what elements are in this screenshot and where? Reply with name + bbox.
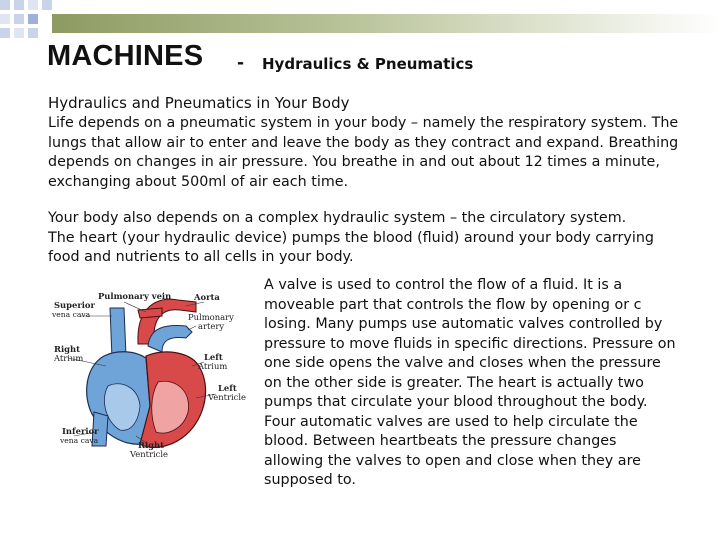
text-line: food and nutrients to all cells in your body.: [48, 249, 354, 265]
text-line: moveable part that controls the flow by opening or c: [264, 296, 642, 313]
label-right-atrium: Right: [54, 344, 80, 354]
text-line: on the other side is greater. The heart is actually two: [264, 374, 644, 391]
decorative-squares: [0, 0, 52, 38]
label-left-ventricle: Left: [218, 383, 237, 393]
label-left-ventricle-sub: Ventricle: [208, 392, 247, 402]
superior-vena-cava: [110, 308, 126, 358]
text-line: Your body also depends on a complex hydraulic system – the circulatory system.: [48, 210, 627, 226]
text-line: allowing the valves to open and close when they are: [264, 452, 641, 469]
label-right-ventricle: Right: [138, 440, 164, 450]
title-separator: -: [237, 53, 245, 73]
paragraph-valves: [264, 276, 684, 491]
text-line: one side opens the valve and closes when the pressure: [264, 355, 661, 371]
paragraph-hydraulic: [48, 209, 688, 268]
label-aorta: Aorta: [194, 292, 220, 302]
label-pulmonary-artery: Pulmonary: [188, 312, 234, 322]
heart-diagram: [46, 286, 256, 466]
text-line: supposed to.: [264, 472, 356, 488]
text-line: losing. Many pumps use automatic valves controlled by: [264, 316, 663, 332]
section-heading: Hydraulics and Pneumatics in Your Body: [48, 94, 350, 112]
label-left-atrium: Left: [204, 352, 223, 362]
paragraph-pneumatic: [48, 114, 688, 192]
text-line: pressure to move fluids in specific directions. Pressure on: [264, 335, 676, 352]
text-line: lungs that allow air to enter and leave the body as they contract and expand. Breathing: [48, 134, 679, 151]
label-pulmonary-artery-sub: artery: [198, 321, 225, 331]
text-line: exchanging about 500ml of air each time.: [48, 173, 349, 190]
label-left-atrium-sub: Atrium: [198, 361, 228, 371]
text-line: depends on changes in air pressure. You breathe in and out about 12 times a minute,: [48, 154, 660, 170]
pulmonary-vein-shape: [138, 308, 162, 318]
label-inferior-sub: vena cava: [60, 436, 99, 445]
page-title: MACHINES: [47, 40, 204, 72]
label-inferior: Inferior: [62, 426, 99, 436]
label-superior-sub: vena cava: [52, 310, 91, 319]
label-right-ventricle-sub: Ventricle: [130, 449, 169, 459]
label-superior: Superior: [54, 300, 95, 310]
label-right-atrium-sub: Atrium: [54, 353, 84, 363]
label-pulmonary-vein: Pulmonary vein: [98, 291, 172, 301]
page-subtitle: Hydraulics & Pneumatics: [262, 55, 474, 73]
text-line: pumps that circulate your blood throughout the body.: [264, 394, 648, 410]
text-line: Life depends on a pneumatic system in your body – namely the respiratory system. The: [48, 115, 679, 131]
text-line: The heart (your hydraulic device) pumps the blood (fluid) around your body carrying: [48, 229, 654, 246]
text-line: A valve is used to control the flow of a fluid. It is a: [264, 277, 623, 293]
text-line: Four automatic valves are used to help circulate the: [264, 413, 638, 430]
text-line: blood. Between heartbeats the pressure changes: [264, 433, 617, 449]
header-green-bar: [52, 14, 720, 33]
